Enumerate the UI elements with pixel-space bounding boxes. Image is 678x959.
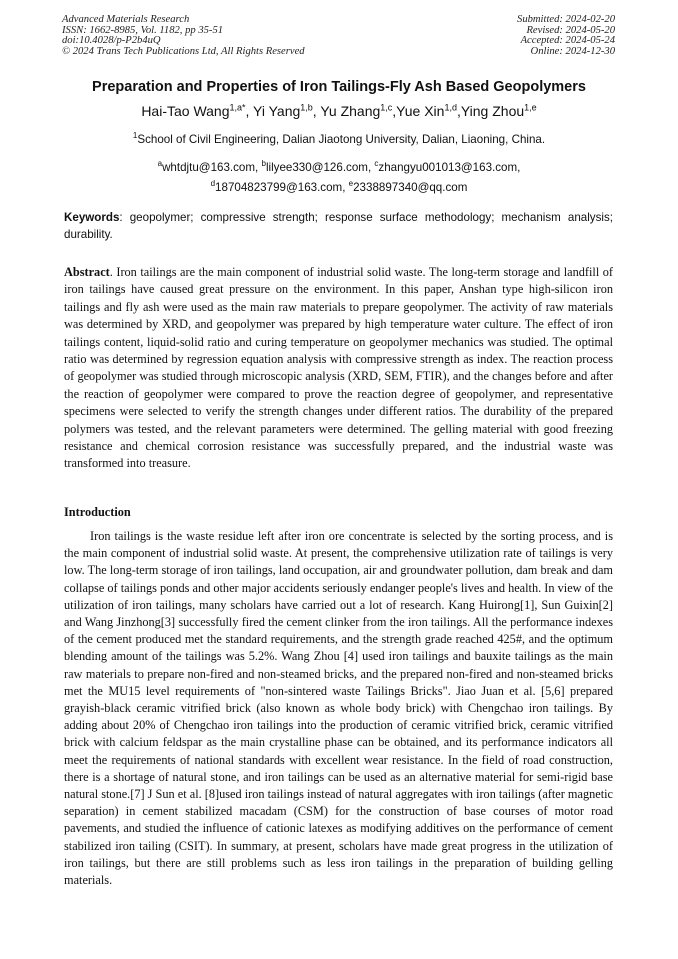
email-line-1	[0, 156, 678, 176]
email-line-2	[0, 176, 678, 196]
author: Hai-Tao Wang$^{1,a*}$,	[141, 102, 254, 119]
author-superscript: 1,c	[380, 102, 393, 112]
affiliation: $^1$School of Civil Engineering, Dalian Jiaotong University, Dalian, Liaoning, China.	[132, 131, 546, 146]
abstract-label: Abstract	[64, 265, 110, 279]
author-superscript: 1,a*	[229, 102, 246, 112]
author-superscript: 1,b	[300, 102, 313, 112]
issn-line: ISSN: 1662-8985, Vol. 1182, pp 35-51	[62, 24, 224, 36]
keywords-text: : geopolymer; compressive strength; response surface methodology; mechanism analysis; durability.	[64, 211, 613, 241]
online-date: Online: 2024-12-30	[530, 45, 615, 57]
doi-line[interactable]: doi:10.4028/p-P2b4uQ	[62, 35, 161, 47]
author-emails	[0, 156, 678, 196]
abstract	[64, 264, 613, 473]
author: Yue Xin$^{1,d}$,	[396, 102, 461, 119]
journal-name: Advanced Materials Research	[62, 14, 190, 25]
author: Yi Yang$^{1,b}$,	[253, 102, 321, 119]
author-superscript: 1,e	[524, 102, 537, 112]
paper-title: Preparation and Properties of Iron Tailings-Fly Ash Based Geopolymers	[92, 79, 586, 95]
introduction-heading: Introduction	[64, 505, 131, 519]
author-superscript: 1,d	[444, 102, 457, 112]
abstract-text: . Iron tailings are the main component of industrial solid waste. The long-term storage and landfill of iron tailings have caused great pressure on the environment. In this paper, Anshan type high-silicon iron tailings and fly ash were used as the main raw materials to prepare geopolymer. The activity of raw materials was determined by XRD, and geopolymer was prepared by high temperature water culture. The effect of iron tailings content, liquid-solid ratio and curing temperature on geopolymer mechanics was studied. The optimal ratio was determined by regression equation analysis with compressive strength as index. The reaction process of geopolymer was studied through microscopic analysis (XRD, SEM, FTIR), and the changes before and after the reaction of geopolymer were compared to prove the reaction degree of geopolymer, and representative specimens were selected to verify the strength changes under different ratios. The durability of the prepared polymers was tested, and the relevant parameters were determined. The gelling material with good freezing resistance and chemical corrosion resistance was successfully prepared, and the industrial waste was transformed into treasure.	[64, 265, 613, 471]
email-link[interactable]: $^d$18704823799@163.com,	[210, 178, 349, 194]
revised-date: Revised: 2024-05-20	[526, 24, 615, 36]
journal-info	[62, 15, 305, 57]
introduction-paragraph: Iron tailings is the waste residue left after iron ore concentrate is selected by the sorting process, and is the main component of industrial solid waste. At present, the comprehensive utilization rate of tailings is very low. The long-term storage of iron tailings, land occupation, air and groundwater pollution, dam break and dam collapse of tailings ponds and other major accidents seriously endanger people's lives and health. In view of the utilization of iron tailings, many scholars have carried out a lot of research. Kang Huirong[1], Sun Guixin[2] and Wang Jinzhong[3] successfully fired the cement clinker from the iron tailings. All the performance indexes of the cement produced met the standard requirements, and the strength grade reached 425#, and the optimum blending amount of the tailings was 5.2%. Wang Zhou [4] used iron tailings and bauxite tailings as the main raw materials to prepare non-fired and non-steamed bricks, and the prepared non-fired and non-steamed bricks met the MU15 level requirements of "non-sintered waste Tailings Bricks". Jiao Juan et al. [5,6] prepared grayish-black ceramic vitrified brick (also known as whole body brick) with Chengchao iron tailings. By adding about 20% of Chengchao iron tailings into the production of ceramic vitrified brick, ceramic vitrified brick with calcium feldspar as the main crystalline phase can be obtained, and its performance indicators all meet the requirements of national standards with excellent wear resistance. In the field of road construction, there is a shortage of natural stone, and iron tailings can be used as an alternative material for semi-rigid base natural stone.[7] J Sun et al. [8]used iron tailings instead of natural aggregates with iron tailings (after magnetic separation) in cement stabilized macadam (CSM) for the construction of base courses of motor road pavements, and studied the influence of cationic latexes as modifying additives on the performance of cement stabilized iron tailing (CSIT). In summary, at present, scholars have made great progress in the utilization of iron tailings, but there are still problems such as less iron tailings in the preparation of building gelling materials.	[64, 529, 613, 888]
copyright-line: © 2024 Trans Tech Publications Ltd, All Rights Reserved	[62, 45, 305, 57]
keywords	[64, 209, 613, 243]
email-link[interactable]: $^a$whtdjtu@163.com,	[157, 159, 262, 174]
email-link[interactable]: $^e$2338897340@qq.com	[348, 178, 468, 194]
publication-dates	[517, 15, 615, 57]
email-link[interactable]: $^c$zhangyu001013@163.com,	[374, 159, 521, 174]
author-list	[0, 102, 678, 119]
accepted-date: Accepted: 2024-05-24	[520, 35, 615, 47]
email-link[interactable]: $^b$lilyee330@126.com,	[261, 159, 375, 174]
submitted-date: Submitted: 2024-02-20	[517, 14, 615, 25]
author: Yu Zhang$^{1,c}$,	[320, 102, 397, 119]
author: Ying Zhou$^{1,e}$	[460, 102, 537, 119]
keywords-label: Keywords	[64, 211, 120, 224]
